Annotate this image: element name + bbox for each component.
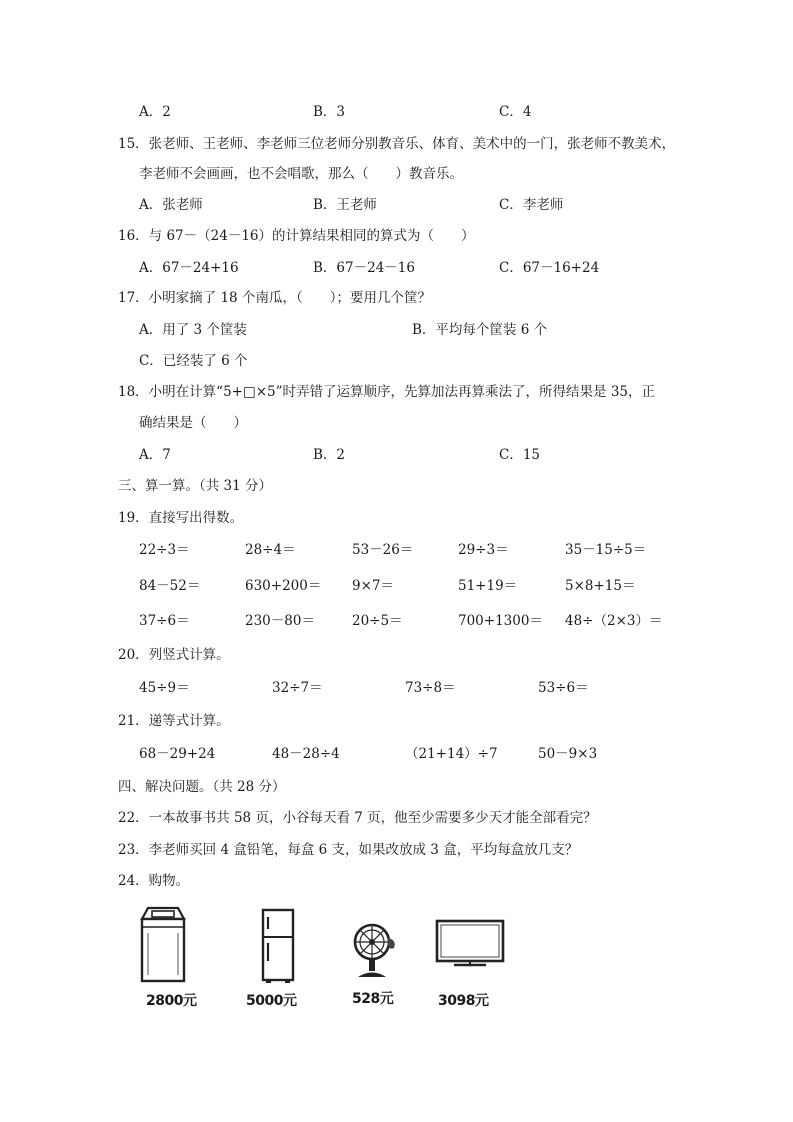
q15-option-b: B．王老师 — [313, 197, 377, 213]
q20-item: 53÷6＝ — [538, 680, 589, 696]
q19-item: 48÷（2×3）＝ — [565, 613, 663, 629]
electric-fan-icon — [350, 920, 400, 980]
q18-question-line1: 18．小明在计算“5+□×5”时弄错了运算顺序，先算加法再算乘法了，所得结果是 35，正 — [118, 384, 656, 400]
washing-machine-price: 2800元 — [146, 993, 197, 1009]
product-refrigerator — [260, 907, 296, 983]
television-price: 3098元 — [438, 993, 489, 1009]
q16-option-b: B．67－24－16 — [313, 260, 415, 276]
q19-item: 20÷5＝ — [352, 613, 403, 629]
q20-item: 45÷9＝ — [139, 680, 190, 696]
q15-option-a: A．张老师 — [139, 197, 203, 213]
q16-option-c: C．67－16+24 — [499, 260, 600, 276]
q18-option-a: A．7 — [139, 447, 171, 463]
q17-option-b: B．平均每个筐装 6 个 — [412, 322, 548, 338]
q21-item: 68－29+24 — [139, 746, 216, 762]
q19-item: 29÷3＝ — [458, 542, 509, 558]
q20-item: 32÷7＝ — [272, 680, 323, 696]
refrigerator-price: 5000元 — [246, 993, 297, 1009]
q14-option-c: C．4 — [499, 104, 532, 120]
q21-item: 50－9×3 — [538, 746, 598, 762]
q23-question: 23．李老师买回 4 盒铅笔，每盒 6 支，如果改放成 3 盒，平均每盒放几支？ — [118, 842, 579, 858]
q21-title: 21．递等式计算。 — [118, 713, 230, 729]
q16-option-a: A．67－24+16 — [139, 260, 239, 276]
television-icon — [434, 918, 506, 970]
q18-option-c: C．15 — [499, 447, 541, 463]
q21-item: 48－28÷4 — [272, 746, 340, 762]
q19-item: 22÷3＝ — [139, 542, 190, 558]
q20-title: 20．列竖式计算。 — [118, 647, 230, 663]
q19-item: 51+19＝ — [458, 578, 518, 594]
q19-item: 700+1300＝ — [458, 613, 543, 629]
section-3-heading: 三、算一算。（共 31 分） — [118, 478, 273, 494]
q18-question-line2: 确结果是（ ） — [139, 415, 247, 431]
q15-option-c: C．李老师 — [499, 197, 564, 213]
q16-question: 16．与 67－（24－16）的计算结果相同的算式为（ ） — [118, 228, 475, 244]
product-television — [434, 918, 506, 970]
q18-option-b: B．2 — [313, 447, 346, 463]
product-washing-machine — [138, 905, 188, 983]
q17-option-a: A．用了 3 个筐装 — [139, 322, 247, 338]
q19-item: 84－52＝ — [139, 578, 201, 594]
q21-item: （21+14）÷7 — [405, 746, 498, 762]
q19-item: 28÷4＝ — [245, 542, 296, 558]
q17-question: 17．小明家摘了 18 个南瓜，（ ）；要用几个筐？ — [118, 290, 431, 306]
q19-title: 19．直接写出得数。 — [118, 510, 244, 526]
q19-item: 230－80＝ — [245, 613, 315, 629]
q15-question-line2: 李老师不会画画，也不会唱歌，那么（ ）教音乐。 — [139, 166, 463, 182]
q24-title: 24．购物。 — [118, 873, 190, 889]
q20-item: 73÷8＝ — [405, 680, 456, 696]
electric-fan-price: 528元 — [352, 991, 394, 1007]
section-4-heading: 四、解决问题。（共 28 分） — [118, 779, 286, 795]
refrigerator-icon — [260, 907, 296, 983]
q15-question-line1: 15．张老师、王老师、李老师三位老师分别教音乐、体育、美术中的一门，张老师不教美术， — [118, 136, 676, 152]
q19-item: 37÷6＝ — [139, 613, 190, 629]
product-electric-fan — [350, 920, 400, 980]
q19-item: 53－26＝ — [352, 542, 414, 558]
q19-item: 630+200＝ — [245, 578, 322, 594]
q22-question: 22．一本故事书共 58 页，小谷每天看 7 页，他至少需要多少天才能全部看完？ — [118, 810, 597, 826]
q19-item: 9×7＝ — [352, 578, 394, 594]
q14-option-b: B．3 — [313, 104, 346, 120]
q17-option-c: C．已经装了 6 个 — [139, 353, 248, 369]
q19-item: 35－15÷5＝ — [565, 542, 647, 558]
q19-item: 5×8+15＝ — [565, 578, 636, 594]
q14-option-a: A．2 — [139, 104, 171, 120]
washing-machine-icon — [138, 905, 188, 983]
